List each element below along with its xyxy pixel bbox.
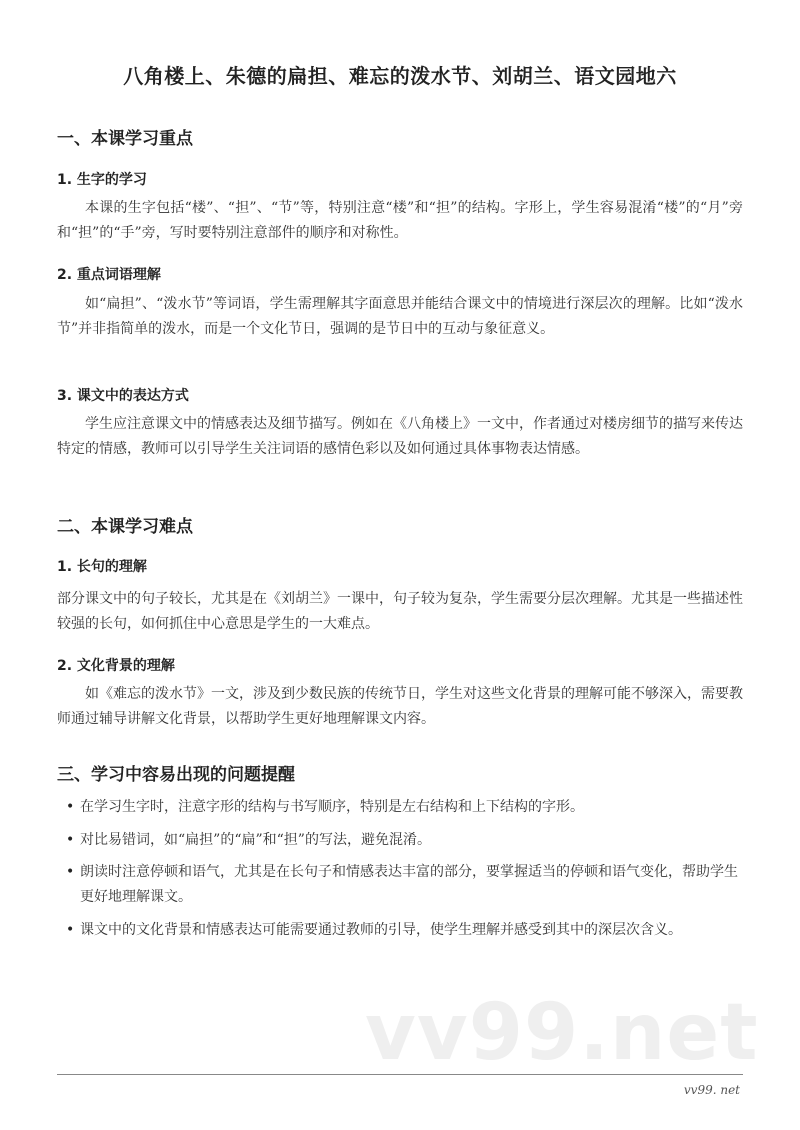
list-item: • 朗读时注意停顿和语气，尤其是在长句子和情感表达丰富的部分，要掌握适当的停顿和语气变化，帮助学生更好地理解课文。 xyxy=(62,860,738,909)
section-heading-difficulties: 二、本课学习难点 xyxy=(57,517,193,537)
document-title: 八角楼上、朱德的扁担、难忘的泼水节、刘胡兰、语文园地六 xyxy=(123,64,677,88)
watermark: vv99.net xyxy=(365,988,759,1078)
section-heading-key-points: 一、本课学习重点 xyxy=(57,129,193,149)
paragraph-long-sentences: 部分课文中的句子较长，尤其是在《刘胡兰》一课中，句子较为复杂，学生需要分层次理解。尤其是一些描述性较强的长句，如何抓住中心意思是学生的一大难点。 xyxy=(57,591,743,632)
paragraph-characters: 本课的生字包括“楼”、“担”、“节”等，特别注意“楼”和“担”的结构。字形上，学生容易混淆“楼”的“月”旁和“担”的“手”旁，写时要特别注意部件的顺序和对称性。 xyxy=(57,200,743,241)
subheading-expression: 3. 课文中的表达方式 xyxy=(57,388,189,404)
paragraph-culture: 如《难忘的泼水节》一文，涉及到少数民族的传统节日，学生对这些文化背景的理解可能不够深入，需要教师通过辅导讲解文化背景，以帮助学生更好地理解课文内容。 xyxy=(57,686,743,727)
paragraph-vocabulary: 如“扁担”、“泼水节”等词语，学生需理解其字面意思并能结合课文中的情境进行深层次的理解。比如“泼水节”并非指简单的泼水，而是一个文化节日，强调的是节日中的互动与象征意义。 xyxy=(57,296,743,337)
footer-site: vv99. net xyxy=(683,1083,740,1097)
paragraph-expression: 学生应注意课文中的情感表达及细节描写。例如在《八角楼上》一文中，作者通过对楼房细节的描写来传达特定的情感，教师可以引导学生关注词语的感情色彩以及如何通过具体事物表达情感。 xyxy=(57,416,743,457)
section-heading-reminders: 三、学习中容易出现的问题提醒 xyxy=(57,765,295,785)
list-item: • 对比易错词，如“扁担”的“扁”和“担”的写法，避免混淆。 xyxy=(62,828,738,853)
subheading-vocabulary: 2. 重点词语理解 xyxy=(57,267,161,283)
subheading-characters: 1. 生字的学习 xyxy=(57,172,147,188)
footer-divider xyxy=(57,1074,743,1075)
subheading-culture: 2. 文化背景的理解 xyxy=(57,658,175,674)
subheading-long-sentences: 1. 长句的理解 xyxy=(57,559,147,575)
reminder-list xyxy=(62,795,738,943)
list-item: • 在学习生字时，注意字形的结构与书写顺序，特别是左右结构和上下结构的字形。 xyxy=(62,795,738,820)
list-item: • 课文中的文化背景和情感表达可能需要通过教师的引导，使学生理解并感受到其中的深层次含义。 xyxy=(62,918,738,943)
